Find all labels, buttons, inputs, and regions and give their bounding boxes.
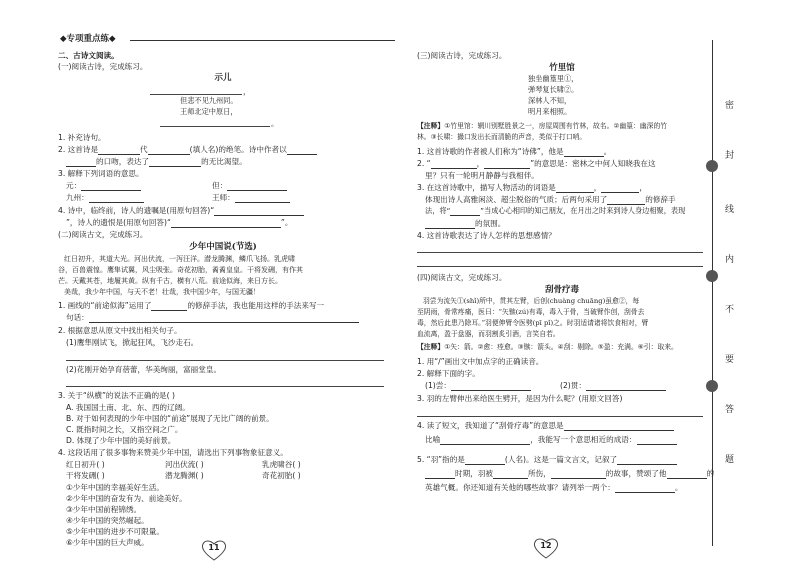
- poem-title-shier: 示儿: [214, 73, 232, 83]
- answer-line: [66, 360, 384, 361]
- meaning-option: ⑥少年中国的巨大声威。: [66, 538, 149, 547]
- question-4-cont: ”，诗人的遗恨是(用原句回答)“ ”。: [66, 218, 293, 227]
- p4-question-5-cont: 时期，羽被 所伤， 的故事，赞颂了他 的: [425, 468, 714, 479]
- p3-question-2-cont: 里？只有一轮明月静静与我相伴。: [425, 171, 539, 180]
- note: 【注释】①矢：箭。②愈：痊愈。③镞：箭头。④刮：剔除。⑤盈：充满。⑥引：取来。: [417, 343, 678, 351]
- answer-line: [417, 266, 703, 267]
- question-2: 2. 这首诗是 代 (填人名)的绝笔。诗中作者以: [58, 144, 317, 155]
- binding-char: 答: [725, 405, 735, 415]
- p2-question-1-cont: 句话：: [66, 312, 359, 323]
- text-title-shaonian: 少年中国说(节选): [189, 242, 257, 252]
- answer-line: [66, 386, 384, 387]
- p2-question-3: 3. 关于“纵横”的说法不正确的是( ): [58, 391, 175, 400]
- text-line: 芒。天戴其苍，地履其黄。纵有千古，横有八荒。前途似海，来日方长。: [58, 277, 282, 285]
- p3-question-3-cont: 的氛围。: [425, 218, 505, 229]
- poem-line: 但悲不见九州同。: [180, 96, 238, 105]
- meaning-option: ①少年中国的幸福美好生活。: [66, 483, 164, 492]
- part2-intro: (二)阅读古文，完成练习。: [58, 230, 148, 239]
- page-number: 12: [540, 541, 552, 550]
- poem-line: 明月来相照。: [528, 107, 572, 116]
- fill-line: [150, 94, 242, 95]
- note: 【注释】①竹里馆：辋川别墅胜景之一，房屋周围有竹林，故名。②幽篁：幽深的竹: [417, 122, 668, 130]
- question-1: 1. 补充诗句。: [58, 133, 106, 142]
- section-header: ◆专项重点练◆: [60, 34, 116, 44]
- text-line: 毒，然后此患乃除耳。”羽便伸臂令医劈(pī pǐ)之。时羽适请诸将饮食相对，臂: [417, 319, 649, 327]
- symbol-item: 潜龙腾渊( ): [165, 471, 204, 480]
- word-jiuzhou: 九州：: [66, 192, 144, 203]
- symbol-item: 乳虎啸谷( ): [262, 460, 301, 469]
- p2-question-2-2: (2)花刚开始孕育蓓蕾，华美绚丽，富丽堂皇。: [66, 365, 222, 374]
- meaning-option: ②少年中国的奋发有为、前途美好。: [66, 494, 187, 503]
- p3-question-2: 2. “ ， ”的意思是：密林之中何人知晓我在这: [417, 159, 656, 168]
- binding-char: 不: [725, 305, 735, 315]
- meaning-option: ⑤少年中国的进步不可限量。: [66, 527, 164, 536]
- p4-question-1: 1. 用“/”画出文中加点字的正确读音。: [417, 357, 544, 366]
- p4-question-4: 4. 读了短文，我知道了“刮骨疗毒”的意思是: [417, 420, 674, 431]
- p2-question-2-1: (1)鹰隼刚试飞，掀起狂风，飞沙走石。: [66, 338, 199, 347]
- symbol-item: 河出伏流( ): [165, 460, 204, 469]
- question-3: 3. 解释下列词语的意思。: [58, 169, 144, 178]
- symbol-item: 干将发硎( ): [66, 471, 105, 480]
- p3-question-3-cont: 体现出诗人高雅闲淡、超尘脱俗的气质；后两句采用了 的修辞手: [425, 195, 676, 204]
- text-line: 红日初升，其道大光。河出伏流，一泻汪洋。潜龙腾渊，鳞爪飞扬。乳虎啸: [64, 255, 295, 263]
- question-2-cont: 的口吻，表达了 的无比渴望。: [66, 156, 247, 167]
- text-line: 美哉，我少年中国，与天不老！壮哉，我中国少年，与国无疆！: [64, 288, 260, 296]
- text-line: 血流离，盈于盘器，而羽割炙引酒，言笑自若。: [417, 330, 560, 338]
- binding-char: 要: [725, 355, 735, 365]
- text-title-guagu: 刮骨疗毒: [544, 285, 579, 295]
- p4-question-3: 3. 羽的左臂伸出来给医生劈开，是因为什么呢？(用原文回答): [417, 394, 623, 403]
- binding-char: 内: [725, 255, 735, 265]
- meaning-option: ③少年中国前程锦绣。: [66, 505, 142, 514]
- page-number: 11: [208, 543, 220, 552]
- binding-strip: [710, 0, 800, 566]
- answer-line: [417, 252, 703, 253]
- seal-dot-icon: [706, 380, 718, 392]
- p3-question-1: 1. 这首诗歌的作者被人们称为“诗佛”，他是 。: [417, 147, 612, 156]
- symbol-item: 红日初升( ): [66, 460, 105, 469]
- option: C. 既指时间之长，又指空间之广。: [66, 425, 183, 434]
- binding-line: [712, 40, 713, 546]
- word-yuan: 元：: [66, 180, 141, 191]
- poem-line: 弹琴复长啸②。: [528, 85, 579, 94]
- option: B. 对于如何表现的少年中国的“前途”展现了无比广阔的前景。: [66, 414, 274, 423]
- word-wangshi: 王师：: [212, 192, 290, 203]
- binding-char: 密: [725, 101, 735, 111]
- part3-intro: (三)阅读古诗，完成练习。: [417, 51, 507, 60]
- p4-question-5: 5. “羽”指的是 (人名)。这是一篇文言文，记叙了: [417, 454, 677, 465]
- p4-question-2: 2. 解释下面的字。: [417, 369, 480, 378]
- p3-question-4: 4. 这首诗歌表达了诗人怎样的思想感情？: [417, 231, 556, 240]
- p4-question-4-cont: 比喻 ，我能写一个意思相近的成语：: [425, 434, 677, 445]
- option: A. 我国国土南、北、东、西的辽阔。: [66, 403, 190, 412]
- p3-question-3: 3. 在这首诗歌中，描写人物活动的词语是 ， ，: [417, 183, 647, 192]
- text-line: 羽尝为流矢①(shǐ)所中，贯其左臂，后创(chuàng chuāng)虽愈②，每: [423, 297, 640, 305]
- define-guan: (2)贯：: [560, 380, 666, 391]
- poem-line: 独坐幽篁里①，: [528, 74, 579, 83]
- binding-char: 线: [725, 205, 735, 215]
- section-title: 二、古诗文阅读。: [58, 51, 119, 60]
- question-4: 4. 诗中，临终前，诗人的遗嘱是(用原句回答)“: [58, 205, 304, 216]
- poem-line: 深林人不知，: [528, 96, 572, 105]
- seal-dot-icon: [706, 270, 718, 282]
- seal-dot-icon: [706, 160, 718, 172]
- text-line: 谷，百兽震惶。鹰隼试翼，风尘吸张。奇花初胎，矞矞皇皇。干将发硎，有作其: [58, 266, 303, 274]
- binding-char: 封: [725, 151, 735, 161]
- poem-title-zhuliguan: 竹里馆: [549, 63, 575, 73]
- p3-question-3-cont: 法，将“ ”当成心心相印的知己朋友，在月出之时来到诗人身边相聚，表现: [425, 206, 686, 215]
- define-chang: (1)尝：: [425, 380, 531, 391]
- symbol-item: 奇花初胎( ): [262, 471, 301, 480]
- p2-question-4: 4. 这段话用了很多事物来赞美少年中国，请选出下列事物象征意义。: [58, 448, 288, 457]
- part4-intro: (四)阅读古文，完成练习。: [417, 273, 507, 282]
- header-rule: [130, 40, 395, 41]
- right-page: [400, 0, 715, 566]
- p2-question-2: 2. 根据意思从原文中找出相关句子。: [58, 326, 182, 335]
- option: D. 体现了少年中国的美好前景。: [66, 436, 176, 445]
- note-cont: 林。③长啸：撮口发出长而清脆的声音，类似于打口哨。: [417, 133, 587, 141]
- text-line: 至阴雨，骨常疼痛，医曰：“矢镞(zú)有毒，毒入于骨，当破臂作创，刮骨去: [417, 308, 645, 316]
- fill-line: [160, 126, 270, 127]
- part1-intro: (一)阅读古诗，完成练习。: [58, 62, 148, 71]
- left-page: ◆专项重点练◆ 二、古诗文阅读。 (一)阅读古诗，完成练习。 示儿 ， 但悲不见九州同。 王师北定中原日， 。 1. 补充诗句。 2. 这首诗是 代 (填人名)的绝笔。诗中作者以 的口吻，表达了 的无比渴望。 3. 解释下列词语的意思。 元： 但： 九州： 王师： 4. 诗中，临终前，诗人的遗嘱是(用原句回答)“ ”，诗人的遗恨是(用原句回答)“ ”。 (二)阅读古文，完成练习。 少年中国说(节选) 红日初升，其道大光。河出伏流，一泻汪洋。潜龙腾渊，鳞爪飞扬。乳虎啸 谷，百兽震惶。鹰隼试翼，风尘吸张。奇花初胎，矞矞皇皇。干将发硎，有作其 芒。天戴其苍，地履其黄。纵有千古，横有八荒。前途似海，来日方长。 美哉，我少年中国，与天不老！壮哉，我中国少年，与国无疆！ 1. 画线的“前途似海”运用了 的修辞手法，我也能用这样的手法来写一 句话： 2. 根据意思从原文中找出相关句子。 (1)鹰隼刚试飞，掀起狂风，飞沙走石。 (2)花刚开始孕育蓓蕾，华美绚丽，富丽堂皇。 3. 关于“纵横”的说法不正确的是( ) A. 我国国土南、北、东、西的辽阔。 B. 对于如何表现的少年中国的“前途”展现了无比广阔的前景。 C. 既指时间之长，又指空间之广。 D. 体现了少年中国的美好前景。 4. 这段话用了很多事物来赞美少年中国，请选出下列事物象征意义。 红日初升( ) 河出伏流( ) 乳虎啸谷( ) 干将发硎( ) 潜龙腾渊( ) 奇花初胎( ) ①少年中国的幸福美好生活。 ②少年中国的奋发有为、前途美好。 ③少年中国前程锦绣。 ④少年中国的突然崛起。 ⑤少年中国的进步不可限量。 ⑥少年中国的巨大声威。 11: [0, 0, 400, 566]
- poem-line: 王师北定中原日，: [180, 107, 238, 116]
- binding-char: 题: [725, 455, 735, 465]
- p2-question-1: 1. 画线的“前途似海”运用了 的修辞手法，我也能用这样的手法来写一: [58, 301, 325, 310]
- meaning-option: ④少年中国的突然崛起。: [66, 516, 149, 525]
- answer-line: [417, 416, 703, 417]
- word-dan: 但：: [212, 180, 287, 191]
- p4-question-5-cont: 英雄气概。你还知道有关他的哪些故事？请列举一两个： 。: [425, 483, 683, 492]
